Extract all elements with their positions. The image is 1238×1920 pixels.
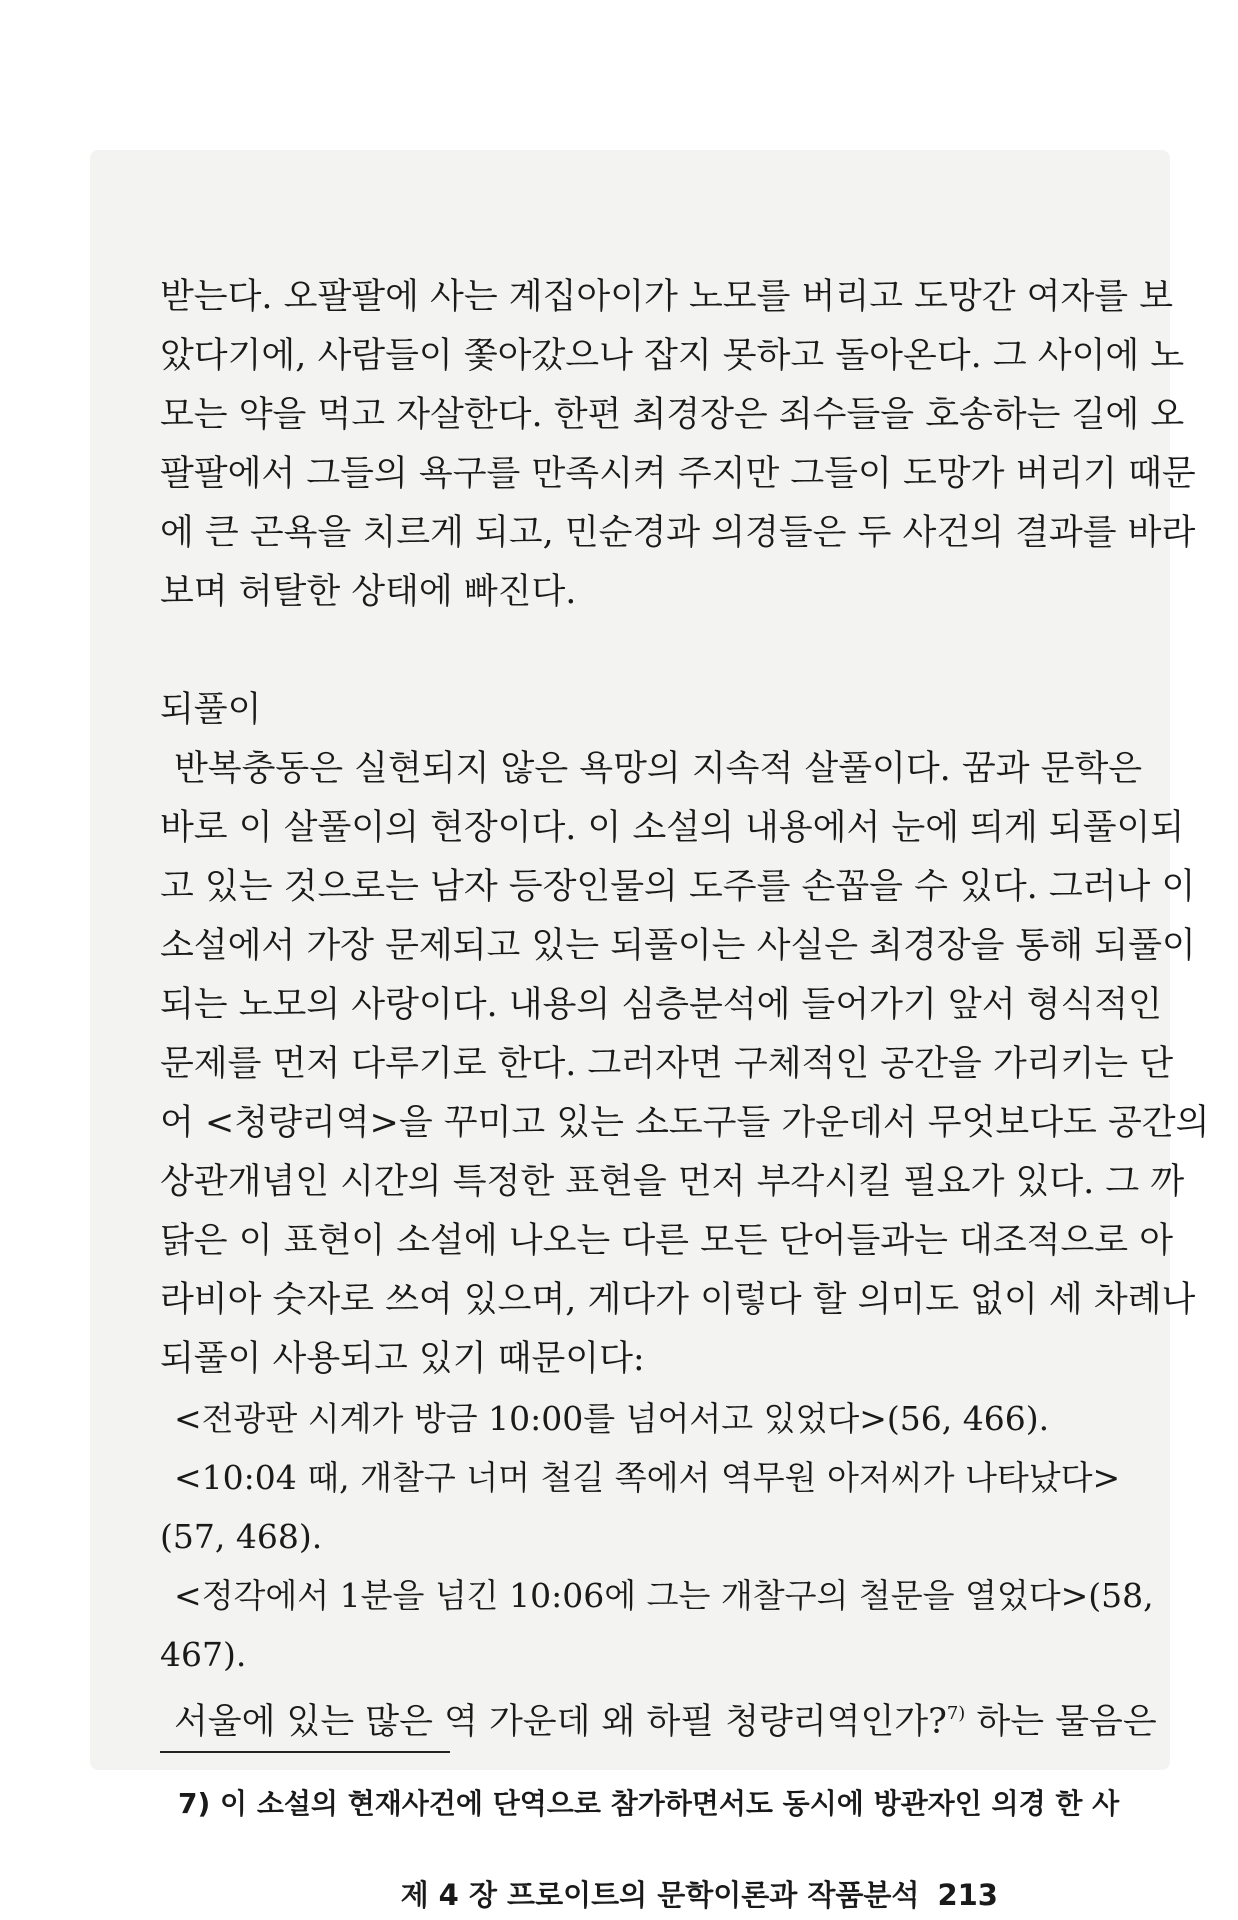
text-line: 되는 노모의 사랑이다. 내용의 심층분석에 들어가기 앞서 형식적인 (160, 985, 1162, 1025)
text-line: 어 <청량리역>을 꾸미고 있는 소도구들 가운데서 무엇보다도 공간의 (160, 1103, 1210, 1143)
closing-text-end: 하는 물음은 (965, 1702, 1157, 1742)
text-line: 라비아 숫자로 쓰여 있으며, 게다가 이렇다 할 의미도 없이 세 차례나 (160, 1280, 1196, 1320)
section-heading: 되풀이 (160, 690, 262, 730)
text-line: 문제를 먼저 다루기로 한다. 그러자면 구체적인 공간을 가리키는 단 (160, 1044, 1174, 1084)
text-line: 상관개념인 시간의 특정한 표현을 먼저 부각시킬 필요가 있다. 그 까 (160, 1162, 1185, 1202)
quote-line: <전광판 시계가 방금 10:00를 넘어서고 있었다>(56, 466). (174, 1399, 1050, 1438)
text-line: 보며 허탈한 상태에 빠진다. (160, 572, 577, 612)
footnote-divider (160, 1751, 450, 1753)
quote-line: <10:04 때, 개찰구 너머 철길 쪽에서 역무원 아저씨가 나타났다> (174, 1458, 1121, 1497)
chapter-title: 제 4 장 프로이트의 문학이론과 작품분석 (400, 1878, 920, 1912)
text-line: 바로 이 살풀이의 현장이다. 이 소설의 내용에서 눈에 띄게 되풀이되 (160, 808, 1185, 848)
text-line: 에 큰 곤욕을 치르게 되고, 민순경과 의경들은 두 사건의 결과를 바라 (160, 513, 1196, 553)
running-footer (401, 1876, 998, 1914)
paragraph-1 (160, 268, 1196, 622)
paragraph-2 (160, 740, 1210, 1389)
closing-text: 서울에 있는 많은 역 가운데 왜 하필 청량리역인가? (174, 1702, 947, 1742)
text-line: 반복충동은 실현되지 않은 욕망의 지속적 살풀이다. 꿈과 문학은 (174, 749, 1143, 789)
closing-line (160, 1684, 1157, 1743)
page-number: 213 (937, 1878, 998, 1912)
footnote-marker: 7) (946, 1703, 966, 1724)
quote-line: <정각에서 1분을 넘긴 10:06에 그는 개찰구의 철문을 열었다>(58, (174, 1576, 1154, 1615)
text-line: 고 있는 것으로는 남자 등장인물의 도주를 손꼽을 수 있다. 그러나 이 (160, 867, 1196, 907)
body-text (160, 268, 1210, 1743)
quote-block (160, 1389, 1154, 1684)
quote-line: 467). (160, 1635, 247, 1674)
text-line: 팔팔에서 그들의 욕구를 만족시켜 주지만 그들이 도망가 버리기 때문 (160, 454, 1196, 494)
text-line: 받는다. 오팔팔에 사는 계집아이가 노모를 버리고 도망간 여자를 보 (160, 277, 1174, 317)
footnote: 7) 이 소설의 현재사건에 단역으로 참가하면서도 동시에 방관자인 의경 한 사 (178, 1787, 1120, 1820)
text-line: 았다기에, 사람들이 쫓아갔으나 잡지 못하고 돌아온다. 그 사이에 노 (160, 336, 1185, 376)
text-line: 닭은 이 표현이 소설에 나오는 다른 모든 단어들과는 대조적으로 아 (160, 1221, 1174, 1261)
text-line: 소설에서 가장 문제되고 있는 되풀이는 사실은 최경장을 통해 되풀이 (160, 926, 1196, 966)
quote-line: (57, 468). (160, 1517, 323, 1556)
text-line: 되풀이 사용되고 있기 때문이다: (160, 1339, 645, 1379)
text-line: 모는 약을 먹고 자살한다. 한편 최경장은 죄수들을 호송하는 길에 오 (160, 395, 1185, 435)
